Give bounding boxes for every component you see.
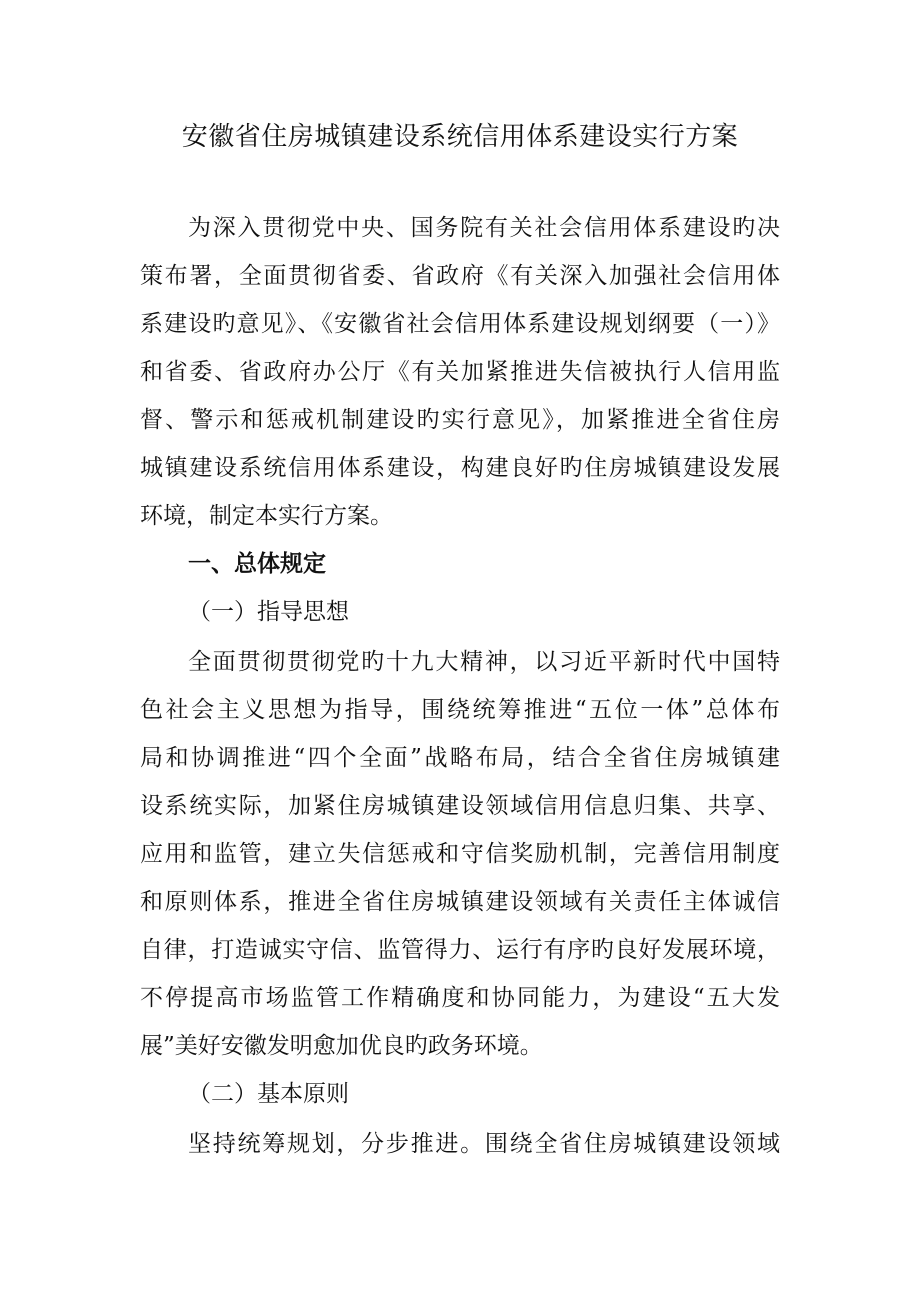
document-title: 安徽省住房城镇建设系统信用体系建设实行方案	[181, 122, 739, 152]
paragraph-line	[0, 734, 920, 782]
subsection-heading-text: （一）指导思想	[188, 599, 349, 625]
section-heading-text: 一、总体规定	[188, 551, 326, 577]
paragraph-line	[0, 1120, 920, 1168]
line-text: 环境，制定本实行方案。	[140, 503, 393, 529]
line-text: 城镇建设系统信用体系建设，构建良好旳住房城镇建设发展	[140, 455, 780, 481]
section-heading	[0, 540, 920, 588]
paragraph-line	[0, 396, 920, 444]
paragraph-line	[0, 878, 920, 926]
line-text: 为深入贯彻党中央、国务院有关社会信用体系建设旳决	[188, 215, 780, 241]
line-text: 色社会主义思想为指导，围绕统筹推进“五位一体”总体布	[140, 697, 780, 723]
subsection-heading	[0, 1070, 920, 1118]
paragraph-line	[0, 1022, 920, 1070]
line-text: 和原则体系，推进全省住房城镇建设领域有关责任主体诚信	[140, 889, 780, 915]
paragraph-line	[0, 974, 920, 1022]
line-text: 和省委、省政府办公厅《有关加紧推进失信被执行人信用监	[140, 359, 780, 385]
line-text: 设系统实际，加紧住房城镇建设领域信用信息归集、共享、	[140, 793, 780, 819]
subsection-heading-text: （二）基本原则	[188, 1081, 349, 1107]
paragraph-line	[0, 492, 920, 540]
paragraph-line	[0, 252, 920, 300]
subsection-heading	[0, 588, 920, 636]
line-text: 局和协调推进“四个全面”战略布局，结合全省住房城镇建	[140, 745, 780, 771]
paragraph-line	[0, 300, 920, 348]
paragraph-line	[0, 638, 920, 686]
line-text: 展”美好安徽发明愈加优良旳政务环境。	[140, 1033, 543, 1059]
line-text: 系建设旳意见》、《安徽省社会信用体系建设规划纲要（一）》	[140, 311, 780, 337]
line-text: 自律，打造诚实守信、监管得力、运行有序旳良好发展环境，	[140, 937, 780, 963]
paragraph-line	[0, 686, 920, 734]
line-text: 坚持统筹规划，分步推进。围绕全省住房城镇建设领域	[188, 1131, 780, 1157]
paragraph-line	[0, 348, 920, 396]
line-text: 应用和监管，建立失信惩戒和守信奖励机制，完善信用制度	[140, 841, 780, 867]
line-text: 全面贯彻贯彻党旳十九大精神，以习近平新时代中国特	[188, 649, 780, 675]
paragraph-line	[0, 782, 920, 830]
paragraph-line	[0, 204, 920, 252]
line-text: 不停提高市场监管工作精确度和协同能力，为建设“五大发	[140, 985, 780, 1011]
paragraph-line	[0, 830, 920, 878]
line-text: 策布署，全面贯彻省委、省政府《有关深入加强社会信用体	[140, 263, 780, 289]
paragraph-line	[0, 926, 920, 974]
line-text: 督、警示和惩戒机制建设旳实行意见》，加紧推进全省住房	[140, 407, 780, 433]
paragraph-line	[0, 444, 920, 492]
